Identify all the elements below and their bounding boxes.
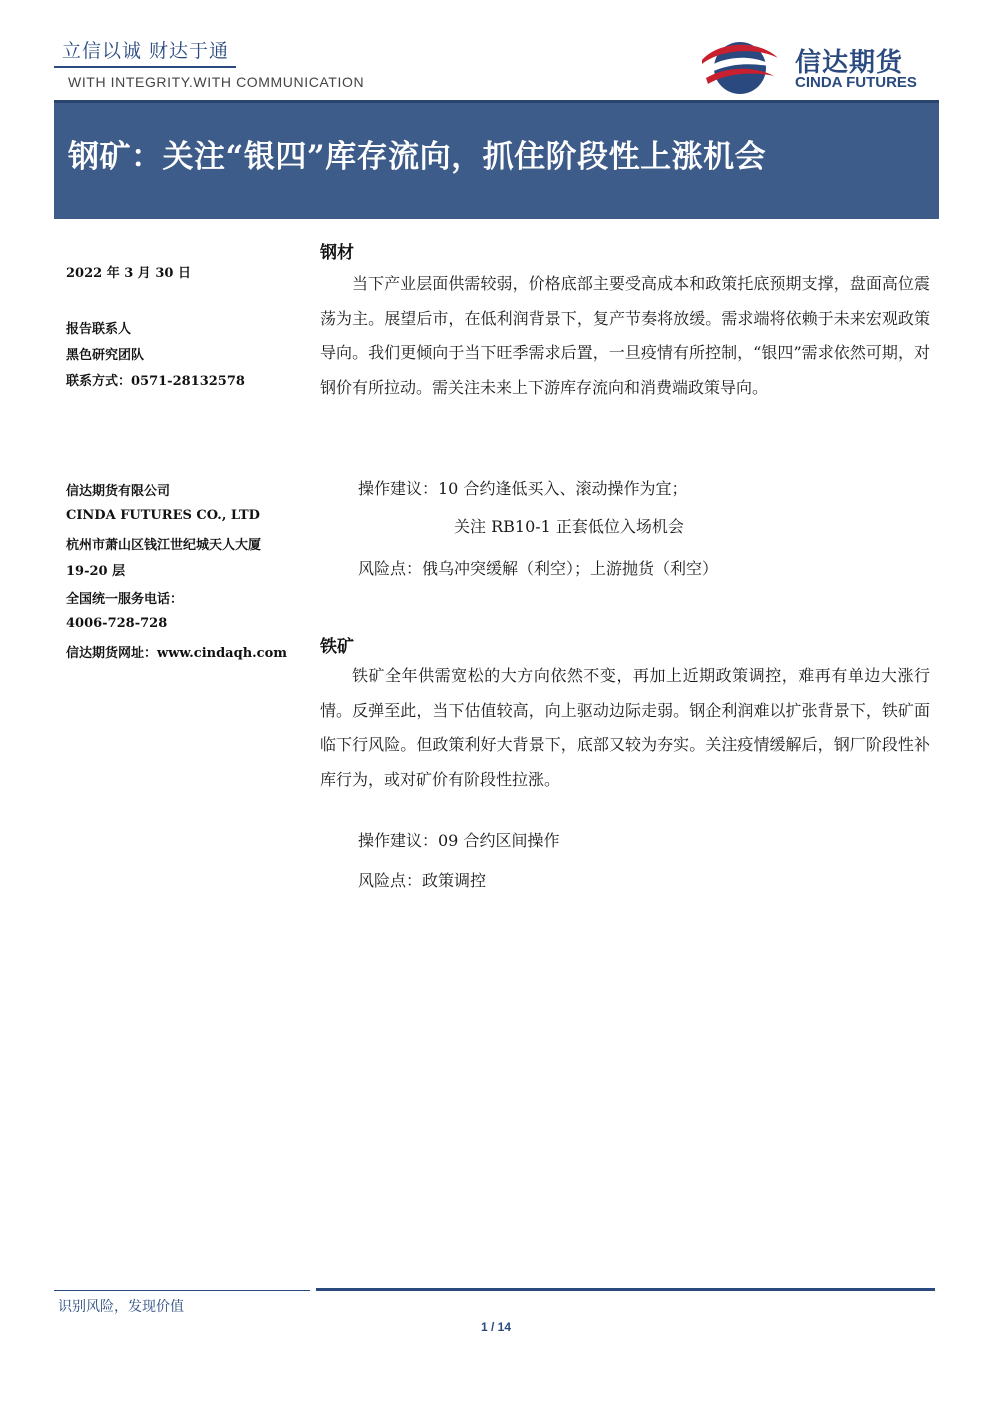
address-line-1: 杭州市萧山区钱江世纪城天人大厦 (66, 538, 262, 553)
steel-paragraph: 当下产业层面供需较弱，价格底部主要受高成本和政策托底预期支撑，盘面高位震荡为主。展望后市，在低利润背景下，复产节奏将放缓。需求端将依赖于未来宏观政策导向。我们更倾向于当下旺季需求后置，一旦疫情有所控制，“银四”需求依然可期，对钢价有所拉动。需关注未来上下游库存流向和消费端政策导向。 (320, 274, 930, 397)
steel-advice-2: 关注 RB10-1 正套低位入场机会 (454, 517, 684, 536)
company-slogan: 立信以诚 财达于通 (62, 40, 230, 62)
iron-advice: 操作建议：09 合约区间操作 (358, 831, 560, 850)
report-title: 钢矿：关注“银四”库存流向，抓住阶段性上涨机会 (68, 139, 767, 175)
footer-rule-left (54, 1290, 310, 1291)
cinda-logo-icon (700, 34, 780, 96)
steel-advice: 操作建议：10 合约逢低买入、滚动操作为宜； (358, 479, 688, 498)
slogan-underline (54, 66, 236, 68)
footer-motto: 识别风险，发现价值 (58, 1299, 184, 1315)
steel-risk: 风险点：俄乌冲突缓解（利空）；上游抛货（利空） (358, 559, 719, 578)
company-website[interactable]: 信达期货网址：www.cindaqh.com (66, 646, 288, 661)
page-number: 1 / 14 (480, 1320, 512, 1334)
iron-paragraph: 铁矿全年供需宽松的大方向依然不变，再加上近期政策调控，难再有单边大涨行情。反弹至此，当下估值较高，向上驱动边际走弱。钢企利润难以扩张背景下，铁矿面临下行风险。但政策利好大背景下，底部又较为夯实。关注疫情缓解后，钢厂阶段性补库行为，或对矿价有阶段性拉涨。 (320, 666, 930, 789)
contact-phone: 联系方式：0571-28132578 (66, 374, 245, 389)
hotline-label: 全国统一服务电话： (66, 592, 184, 607)
iron-risk: 风险点：政策调控 (358, 871, 487, 890)
title-banner (54, 100, 939, 219)
contact-label: 报告联系人 (66, 322, 132, 337)
hotline-number: 4006-728-728 (66, 616, 168, 631)
section-heading-steel: 钢材 (320, 243, 354, 263)
company-tagline: WITH INTEGRITY.WITH COMMUNICATION (68, 74, 365, 90)
address-line-2: 19-20 层 (66, 564, 126, 579)
report-date: 2022 年 3 月 30 日 (66, 266, 191, 281)
brand-name-cn: 信达期货 (795, 48, 904, 78)
company-name-en: CINDA FUTURES CO., LTD (66, 508, 260, 523)
footer-rule-right (316, 1288, 935, 1291)
brand-name-en: CINDA FUTURES (795, 74, 917, 91)
section-heading-iron: 铁矿 (320, 637, 354, 657)
research-team: 黑色研究团队 (66, 348, 145, 363)
company-name-cn: 信达期货有限公司 (66, 484, 171, 499)
